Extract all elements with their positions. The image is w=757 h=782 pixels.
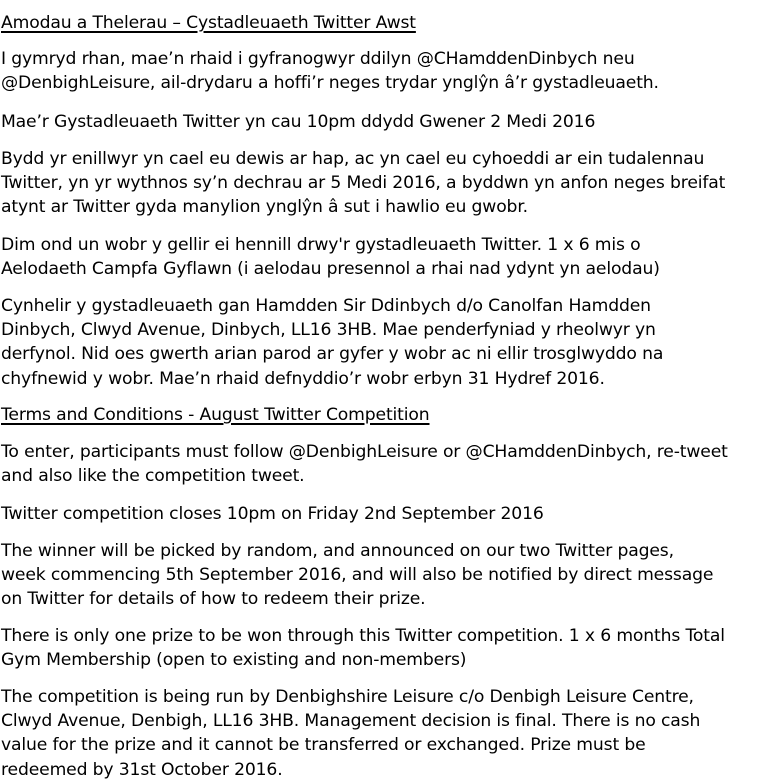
text-line: There is only one prize to be won through this Twitter competition. 1 x 6 months Total (1, 626, 725, 646)
welsh-paragraph-entry (1, 47, 753, 95)
text-line: Clwyd Avenue, Denbigh, LL16 3HB. Management decision is final. There is no cash (1, 711, 701, 732)
text-line: Cynhelir y gystadleuaeth gan Hamdden Sir Ddinbych d/o Canolfan Hamdden (1, 296, 651, 316)
english-paragraph-organiser (1, 685, 753, 782)
welsh-paragraph-closing (1, 110, 753, 134)
english-paragraph-winner (1, 539, 753, 612)
text-line: The competition is being run by Denbighshire Leisure c/o Denbigh Leisure Centre, (1, 687, 694, 707)
welsh-heading: Amodau a Thelerau – Cystadleuaeth Twitter Awst (1, 13, 416, 33)
text-line: atynt ar Twitter gyda manylion ynglŷn â sut i hawlio eu gwobr. (1, 197, 528, 218)
text-line: chyfnewid y wobr. Mae’n rhaid defnyddio’r wobr erbyn 31 Hydref 2016. (1, 368, 605, 389)
text-line: value for the prize and it cannot be transferred or exchanged. Prize must be (1, 735, 646, 756)
text-line: Twitter competition closes 10pm on Friday 2nd September 2016 (1, 504, 544, 524)
text-line: week commencing 5th September 2016, and will also be notified by direct message (1, 565, 714, 586)
text-line: @DenbighLeisure, ail-drydaru a hoffi’r neges trydar ynglŷn â’r gystadleuaeth. (1, 73, 659, 94)
english-paragraph-closing (1, 502, 753, 526)
text-line: Aelodaeth Campfa Gyflawn (i aelodau presennol a rhai nad ydynt yn aelodau) (1, 259, 660, 280)
english-paragraph-prize (1, 624, 753, 672)
welsh-paragraph-winner (1, 147, 753, 220)
english-heading: Terms and Conditions - August Twitter Competition (1, 405, 430, 425)
welsh-paragraph-prize (1, 233, 753, 281)
text-line: on Twitter for details of how to redeem their prize. (1, 589, 426, 610)
text-line: Twitter, yn yr wythnos sy’n dechrau ar 5 Medi 2016, a byddwn yn anfon neges breifat (1, 173, 726, 194)
text-line: To enter, participants must follow @DenbighLeisure or @CHamddenDinbych, re-tweet (1, 442, 728, 462)
text-line: and also like the competition tweet. (1, 466, 305, 487)
text-line: Dim ond un wobr y gellir ei hennill drwy'r gystadleuaeth Twitter. 1 x 6 mis o (1, 235, 641, 255)
text-line: Bydd yr enillwyr yn cael eu dewis ar hap, ac yn cael eu cyhoeddi ar ein tudalennau (1, 149, 705, 169)
text-line: Gym Membership (open to existing and non-members) (1, 650, 467, 671)
text-line: redeemed by 31st October 2016. (1, 759, 283, 780)
text-line: Dinbych, Clwyd Avenue, Dinbych, LL16 3HB. Mae penderfyniad y rheolwyr yn (1, 320, 656, 341)
text-line: Mae’r Gystadleuaeth Twitter yn cau 10pm ddydd Gwener 2 Medi 2016 (1, 112, 596, 132)
english-paragraph-entry (1, 440, 753, 488)
text-line: The winner will be picked by random, and announced on our two Twitter pages, (1, 541, 674, 561)
text-line: I gymryd rhan, mae’n rhaid i gyfranogwyr ddilyn @CHamddenDinbych neu (1, 49, 635, 69)
welsh-paragraph-organiser (1, 294, 753, 391)
text-line: derfynol. Nid oes gwerth arian parod ar gyfer y wobr ac ni ellir trosglwyddo na (1, 344, 664, 365)
